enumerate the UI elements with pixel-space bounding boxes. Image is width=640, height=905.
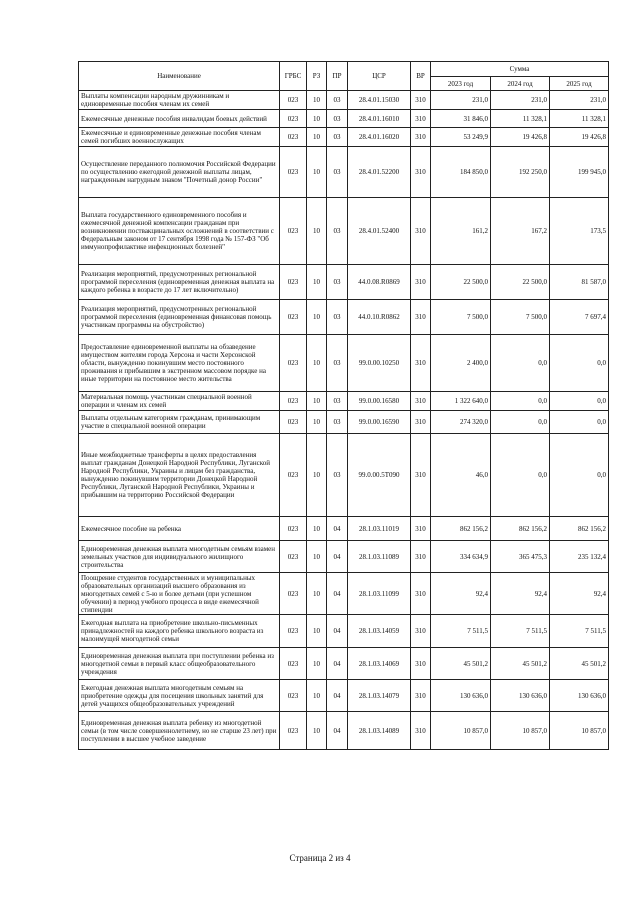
row-csr-cell: 99.0.00.10250	[348, 335, 411, 392]
row-sum-2023-cell: 7 500,0	[431, 300, 491, 335]
row-sum-2025-cell: 862 156,2	[550, 517, 609, 541]
row-name-cell: Материальная помощь участникам специальной военной операции и членам их семей	[79, 392, 280, 411]
col-header-2024: 2024 год	[491, 77, 550, 91]
row-vr-cell: 310	[411, 128, 431, 147]
row-pr-cell: 04	[327, 615, 348, 648]
row-rz-cell: 10	[307, 300, 327, 335]
row-vr-cell: 310	[411, 335, 431, 392]
row-vr-cell: 310	[411, 615, 431, 648]
row-sum-2023-cell: 10 857,0	[431, 712, 491, 750]
row-sum-2025-cell: 0,0	[550, 392, 609, 411]
row-sum-2025-cell: 81 587,0	[550, 265, 609, 300]
row-rz-cell: 10	[307, 265, 327, 300]
row-name-cell: Единовременная денежная выплата при поступлении ребенка из многодетной семьи в первый класс общеобразовательного учреждения	[79, 648, 280, 680]
row-sum-2025-cell: 92,4	[550, 573, 609, 615]
row-sum-2024-cell: 22 500,0	[491, 265, 550, 300]
row-rz-cell: 10	[307, 517, 327, 541]
row-name-cell: Ежемесячные денежные пособия инвалидам боевых действий	[79, 110, 280, 128]
table-row	[79, 712, 609, 750]
row-rz-cell: 10	[307, 392, 327, 411]
col-header-vr: ВР	[411, 62, 431, 91]
row-pr-cell: 04	[327, 517, 348, 541]
row-vr-cell: 310	[411, 300, 431, 335]
row-vr-cell: 310	[411, 147, 431, 198]
row-grbs-cell: 023	[280, 128, 307, 147]
row-rz-cell: 10	[307, 712, 327, 750]
row-vr-cell: 310	[411, 392, 431, 411]
row-sum-2025-cell: 0,0	[550, 411, 609, 434]
row-rz-cell: 10	[307, 434, 327, 517]
table-row	[79, 615, 609, 648]
row-grbs-cell: 023	[280, 110, 307, 128]
row-sum-2023-cell: 161,2	[431, 198, 491, 265]
row-sum-2025-cell: 19 426,8	[550, 128, 609, 147]
row-sum-2024-cell: 7 500,0	[491, 300, 550, 335]
row-pr-cell: 03	[327, 300, 348, 335]
row-csr-cell: 28.1.03.11019	[348, 517, 411, 541]
row-csr-cell: 28.1.03.14059	[348, 615, 411, 648]
row-sum-2024-cell: 7 511,5	[491, 615, 550, 648]
row-sum-2024-cell: 19 426,8	[491, 128, 550, 147]
row-pr-cell: 04	[327, 573, 348, 615]
col-header-grbs: ГРБС	[280, 62, 307, 91]
row-grbs-cell: 023	[280, 411, 307, 434]
row-sum-2025-cell: 235 132,4	[550, 541, 609, 573]
table-row	[79, 573, 609, 615]
row-rz-cell: 10	[307, 110, 327, 128]
row-grbs-cell: 023	[280, 91, 307, 110]
row-vr-cell: 310	[411, 712, 431, 750]
row-sum-2024-cell: 365 475,3	[491, 541, 550, 573]
row-sum-2023-cell: 231,0	[431, 91, 491, 110]
row-vr-cell: 310	[411, 91, 431, 110]
row-sum-2025-cell: 45 501,2	[550, 648, 609, 680]
row-sum-2023-cell: 7 511,5	[431, 615, 491, 648]
row-pr-cell: 03	[327, 434, 348, 517]
row-csr-cell: 28.4.01.15030	[348, 91, 411, 110]
row-rz-cell: 10	[307, 411, 327, 434]
row-pr-cell: 03	[327, 335, 348, 392]
page-number: Страница 2 из 4	[289, 853, 351, 863]
row-vr-cell: 310	[411, 573, 431, 615]
row-name-cell: Выплаты компенсации народным дружинникам и единовременные пособия членам их семей	[79, 91, 280, 110]
row-csr-cell: 28.1.03.11099	[348, 573, 411, 615]
row-rz-cell: 10	[307, 648, 327, 680]
row-sum-2025-cell: 0,0	[550, 335, 609, 392]
row-vr-cell: 310	[411, 541, 431, 573]
row-pr-cell: 04	[327, 541, 348, 573]
row-vr-cell: 310	[411, 517, 431, 541]
table-row	[79, 411, 609, 434]
table-row	[79, 300, 609, 335]
row-sum-2025-cell: 7 697,4	[550, 300, 609, 335]
row-grbs-cell: 023	[280, 335, 307, 392]
row-sum-2023-cell: 862 156,2	[431, 517, 491, 541]
row-name-cell: Выплаты отдельным категориям гражданам, принимающим участие в специальной военной операции	[79, 411, 280, 434]
table-row	[79, 648, 609, 680]
col-header-sum: Сумма	[431, 62, 609, 77]
table-row	[79, 335, 609, 392]
row-pr-cell: 03	[327, 128, 348, 147]
col-header-csr: ЦСР	[348, 62, 411, 91]
row-sum-2024-cell: 45 501,2	[491, 648, 550, 680]
table-row	[79, 392, 609, 411]
row-pr-cell: 04	[327, 712, 348, 750]
row-csr-cell: 99.0.00.16580	[348, 392, 411, 411]
row-pr-cell: 03	[327, 198, 348, 265]
row-grbs-cell: 023	[280, 680, 307, 712]
budget-table-container	[78, 61, 608, 750]
row-sum-2023-cell: 53 249,9	[431, 128, 491, 147]
row-sum-2024-cell: 192 250,0	[491, 147, 550, 198]
row-sum-2023-cell: 45 501,2	[431, 648, 491, 680]
row-csr-cell: 28.4.01.52200	[348, 147, 411, 198]
row-vr-cell: 310	[411, 198, 431, 265]
row-name-cell: Иные межбюджетные трансферты в целях предоставления выплат гражданам Донецкой Народной Республики, Луганской Народной Республики, Украины и лицам без гражданства, вынужденно покинувшим территории Донецкой Народной Республики, Луганской Народной Республики, Украины и прибывшим на территорию Российской Федерации	[79, 434, 280, 517]
row-name-cell: Реализация мероприятий, предусмотренных региональной программой переселения (единовременная финансовая помощь участникам программы на обустройство)	[79, 300, 280, 335]
row-sum-2024-cell: 0,0	[491, 411, 550, 434]
row-pr-cell: 03	[327, 147, 348, 198]
row-sum-2023-cell: 130 636,0	[431, 680, 491, 712]
row-sum-2025-cell: 130 636,0	[550, 680, 609, 712]
row-pr-cell: 03	[327, 110, 348, 128]
table-row	[79, 198, 609, 265]
row-csr-cell: 28.1.03.14079	[348, 680, 411, 712]
row-vr-cell: 310	[411, 110, 431, 128]
row-csr-cell: 28.4.01.52400	[348, 198, 411, 265]
row-sum-2025-cell: 231,0	[550, 91, 609, 110]
row-sum-2023-cell: 2 400,0	[431, 335, 491, 392]
row-grbs-cell: 023	[280, 712, 307, 750]
row-name-cell: Реализация мероприятий, предусмотренных региональной программой переселения (единовременная денежная выплата на каждого ребенка в возрасте до 17 лет включительно)	[79, 265, 280, 300]
row-pr-cell: 04	[327, 680, 348, 712]
table-row	[79, 110, 609, 128]
row-rz-cell: 10	[307, 198, 327, 265]
table-row	[79, 517, 609, 541]
row-csr-cell: 99.0.00.5Т090	[348, 434, 411, 517]
row-csr-cell: 99.0.00.16590	[348, 411, 411, 434]
row-sum-2025-cell: 7 511,5	[550, 615, 609, 648]
row-sum-2024-cell: 0,0	[491, 434, 550, 517]
row-pr-cell: 03	[327, 91, 348, 110]
row-vr-cell: 310	[411, 680, 431, 712]
row-name-cell: Ежегодная денежная выплата многодетным семьям на приобретение одежды для посещения школьных занятий для детей учащихся общеобразовательных учреждений	[79, 680, 280, 712]
row-rz-cell: 10	[307, 573, 327, 615]
row-sum-2024-cell: 167,2	[491, 198, 550, 265]
table-row	[79, 265, 609, 300]
row-sum-2025-cell: 199 945,0	[550, 147, 609, 198]
row-rz-cell: 10	[307, 335, 327, 392]
row-name-cell: Ежегодная выплата на приобретение школьно-письменных принадлежностей на каждого ребенка школьного возраста из малоимущей многодетной семьи	[79, 615, 280, 648]
row-vr-cell: 310	[411, 648, 431, 680]
table-row	[79, 147, 609, 198]
col-header-2025: 2025 год	[550, 77, 609, 91]
row-rz-cell: 10	[307, 615, 327, 648]
col-header-pr: ПР	[327, 62, 348, 91]
row-sum-2025-cell: 11 328,1	[550, 110, 609, 128]
row-name-cell: Выплата государственного единовременного пособия и ежемесячной денежной компенсации гражданам при возникновении поствакцинальных осложнений в соответствии с Федеральным законом от 17 сентября 1998 года № 157-ФЗ "Об иммунопрофилактике инфекционных болезней"	[79, 198, 280, 265]
row-csr-cell: 28.1.03.11089	[348, 541, 411, 573]
row-sum-2023-cell: 31 846,0	[431, 110, 491, 128]
row-name-cell: Единовременная денежная выплата ребенку из многодетной семьи (в том числе совершеннолетнему, но не старше 23 лет) при поступлении в высшее учебное заведение	[79, 712, 280, 750]
row-rz-cell: 10	[307, 147, 327, 198]
row-name-cell: Осуществление переданного полномочия Российской Федерации по осуществлению ежегодной денежной выплаты лицам, награжденным нагрудным знаком "Почетный донор России"	[79, 147, 280, 198]
table-row	[79, 91, 609, 110]
row-csr-cell: 28.1.03.14069	[348, 648, 411, 680]
row-grbs-cell: 023	[280, 300, 307, 335]
row-rz-cell: 10	[307, 91, 327, 110]
row-grbs-cell: 023	[280, 573, 307, 615]
row-sum-2023-cell: 184 850,0	[431, 147, 491, 198]
row-sum-2023-cell: 92,4	[431, 573, 491, 615]
row-grbs-cell: 023	[280, 265, 307, 300]
row-sum-2024-cell: 10 857,0	[491, 712, 550, 750]
row-sum-2023-cell: 22 500,0	[431, 265, 491, 300]
row-name-cell: Предоставление единовременной выплаты на обзаведение имуществом жителям города Херсона и части Херсонской области, вынужденно покинувшим место постоянного проживания и прибывшим в экстренном массовом порядке на иные территории на постоянное место жительства	[79, 335, 280, 392]
row-csr-cell: 28.4.01.16020	[348, 128, 411, 147]
row-sum-2024-cell: 0,0	[491, 392, 550, 411]
row-csr-cell: 44.0.08.R0869	[348, 265, 411, 300]
row-sum-2025-cell: 173,5	[550, 198, 609, 265]
row-sum-2024-cell: 0,0	[491, 335, 550, 392]
row-rz-cell: 10	[307, 128, 327, 147]
row-vr-cell: 310	[411, 265, 431, 300]
row-name-cell: Ежемесячные и единовременные денежные пособия членам семей погибших военнослужащих	[79, 128, 280, 147]
table-row	[79, 128, 609, 147]
row-sum-2025-cell: 10 857,0	[550, 712, 609, 750]
row-grbs-cell: 023	[280, 517, 307, 541]
row-rz-cell: 10	[307, 541, 327, 573]
table-row	[79, 541, 609, 573]
row-name-cell: Ежемесячное пособие на ребенка	[79, 517, 280, 541]
row-sum-2023-cell: 46,0	[431, 434, 491, 517]
row-sum-2024-cell: 231,0	[491, 91, 550, 110]
table-row	[79, 680, 609, 712]
row-sum-2024-cell: 11 328,1	[491, 110, 550, 128]
col-header-rz: РЗ	[307, 62, 327, 91]
col-header-2023: 2023 год	[431, 77, 491, 91]
row-grbs-cell: 023	[280, 392, 307, 411]
table-row	[79, 434, 609, 517]
row-sum-2025-cell: 0,0	[550, 434, 609, 517]
row-grbs-cell: 023	[280, 198, 307, 265]
row-csr-cell: 28.1.03.14089	[348, 712, 411, 750]
row-pr-cell: 03	[327, 411, 348, 434]
budget-table	[78, 61, 609, 750]
row-grbs-cell: 023	[280, 648, 307, 680]
row-grbs-cell: 023	[280, 541, 307, 573]
row-grbs-cell: 023	[280, 147, 307, 198]
row-grbs-cell: 023	[280, 434, 307, 517]
col-header-name: Наименование	[79, 62, 280, 91]
row-rz-cell: 10	[307, 680, 327, 712]
table-body	[79, 91, 609, 750]
row-vr-cell: 310	[411, 434, 431, 517]
row-sum-2023-cell: 1 322 640,0	[431, 392, 491, 411]
row-name-cell: Поощрение студентов государственных и муниципальных образовательных организаций высшего образования из многодетных семей с 5-ю и более детьми (при успешном обучении) в период учебного процесса в виде ежемесячной стипендии	[79, 573, 280, 615]
row-csr-cell: 28.4.01.16010	[348, 110, 411, 128]
row-sum-2024-cell: 92,4	[491, 573, 550, 615]
row-sum-2023-cell: 274 320,0	[431, 411, 491, 434]
row-sum-2024-cell: 862 156,2	[491, 517, 550, 541]
row-vr-cell: 310	[411, 411, 431, 434]
row-pr-cell: 04	[327, 648, 348, 680]
row-name-cell: Единовременная денежная выплата многодетным семьям взамен земельных участков для индивидуального жилищного строительства	[79, 541, 280, 573]
row-grbs-cell: 023	[280, 615, 307, 648]
row-pr-cell: 03	[327, 392, 348, 411]
row-pr-cell: 03	[327, 265, 348, 300]
row-sum-2024-cell: 130 636,0	[491, 680, 550, 712]
row-csr-cell: 44.0.10.R0862	[348, 300, 411, 335]
row-sum-2023-cell: 334 634,9	[431, 541, 491, 573]
